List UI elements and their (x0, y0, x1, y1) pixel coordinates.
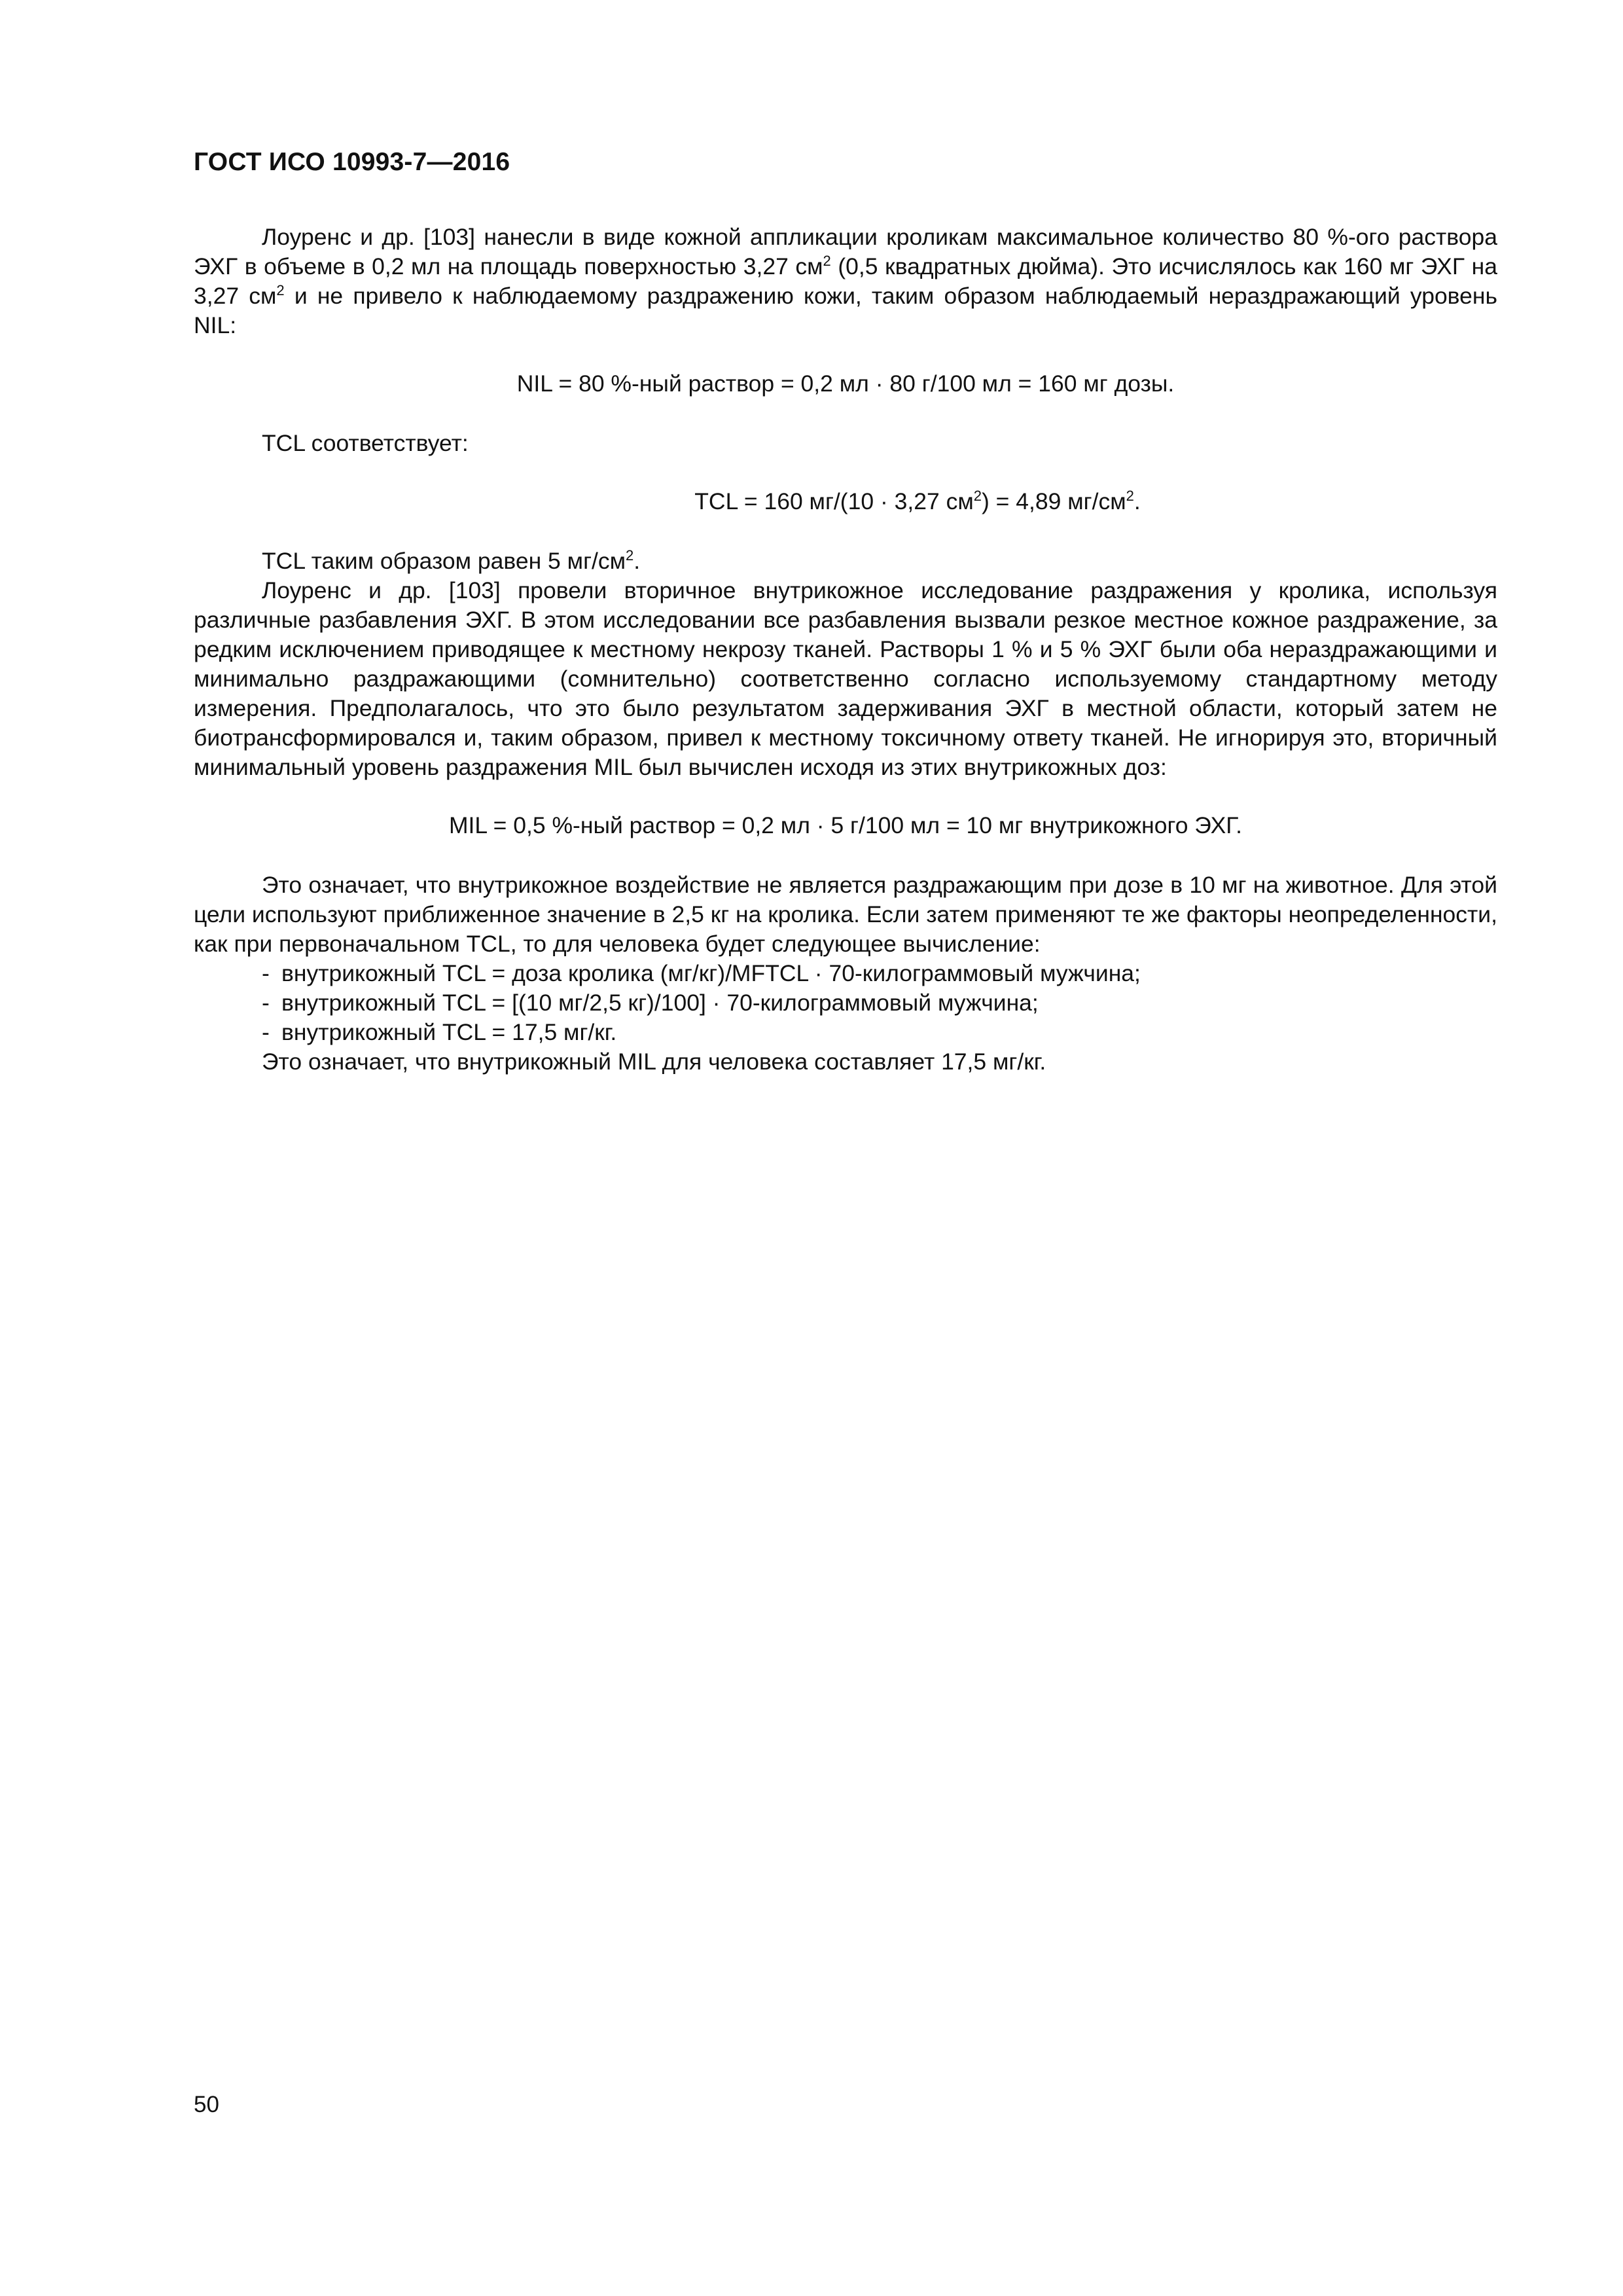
paragraph-human-calculation: Это означает, что внутрикожное воздействие не является раздражающим при дозе в 10 мг на животное. Для этой цели используют приближенное значение в 2,5 кг на кролика. Если затем применяют те же факторы неопределенности, как при первоначальном TCL, то для человека будет следующее вычисление: (194, 872, 1497, 957)
formula-tcl-b: ) = 4,89 мг/см (982, 488, 1126, 514)
list-item (194, 959, 1497, 988)
formula-mil: MIL = 0,5 %-ный раствор = 0,2 мл · 5 г/100 мл = 10 мг внутрикожного ЭХГ. (448, 812, 1243, 838)
tcl-result-b: . (633, 548, 641, 574)
page-number: 50 (194, 2092, 219, 2117)
document-body (194, 223, 1497, 1077)
list-dash: - (262, 990, 270, 1016)
list-dash: - (262, 1019, 270, 1045)
formula-nil: NIL = 80 %-ный раствор = 0,2 мл · 80 г/100 мл = 160 мг дозы. (516, 370, 1175, 397)
formula-tcl-sup-2: 2 (1126, 488, 1134, 504)
para1-text-a: Лоуренс и др. [103] нанесли в виде кожной аппликации кроликам максимальное количество 80 %-ого раствора ЭХГ в объеме в 0,2 мл на площадь поверхностью 3,27 см (194, 224, 1497, 279)
list-item (194, 988, 1497, 1018)
formula-tcl-sup-1: 2 (973, 488, 982, 504)
list-item-text: внутрикожный TCL = доза кролика (мг/кг)/MFTCL · 70-килограммовый мужчина; (281, 960, 1141, 986)
tcl-result-a: TCL таким образом равен 5 мг/см (262, 548, 626, 574)
tcl-result (194, 547, 1497, 576)
para1-superscript-2: 2 (276, 282, 285, 298)
formula-tcl (194, 487, 1497, 516)
formula-tcl-a: TCL = 160 мг/(10 · 3,27 см (694, 488, 974, 514)
para1-superscript-1: 2 (823, 253, 831, 269)
document-header: ГОСТ ИСО 10993-7—2016 (194, 148, 510, 176)
list-item (194, 1018, 1497, 1047)
tcl-intro: TCL соответствует: (262, 430, 469, 456)
tcl-result-sup: 2 (626, 547, 634, 564)
paragraph-mil-study: Лоуренс и др. [103] провели вторичное внутрикожное исследование раздражения у кролика, используя различные разбавления ЭХГ. В этом исследовании все разбавления вызвали резкое местное кожное раздражение, за редким исключением приводящее к местному некрозу тканей. Растворы 1 % и 5 % ЭХГ были оба нераздражающими и минимально раздражающими (сомнительно) соответственно согласно используемому стандартному методу измерения. Предполагалось, что это было результатом задерживания ЭХГ в местной области, который затем не биотрансформировался и, таким образом, привел к местному токсичному ответу тканей. Не игнорируя это, вторичный минимальный уровень раздражения MIL был вычислен исходя из этих внутрикожных доз: (194, 577, 1497, 780)
formula-tcl-c: . (1133, 488, 1141, 514)
para1-text-b: (0,5 квадратных дюйма). Это исчислялось как 160 мг ЭХГ на 3,27 см (194, 253, 1497, 309)
paragraph-nil-study (194, 223, 1497, 340)
list-item-text: внутрикожный TCL = [(10 мг/2,5 кг)/100] · 70-килограммовый мужчина; (281, 990, 1039, 1016)
list-item-text: внутрикожный TCL = 17,5 мг/кг. (281, 1019, 617, 1045)
para1-text-c: и не привело к наблюдаемому раздражению кожи, таким образом наблюдаемый нераздражающий уровень NIL: (194, 283, 1497, 338)
list-dash: - (262, 960, 270, 986)
conclusion: Это означает, что внутрикожный MIL для человека составляет 17,5 мг/кг. (262, 1049, 1046, 1075)
